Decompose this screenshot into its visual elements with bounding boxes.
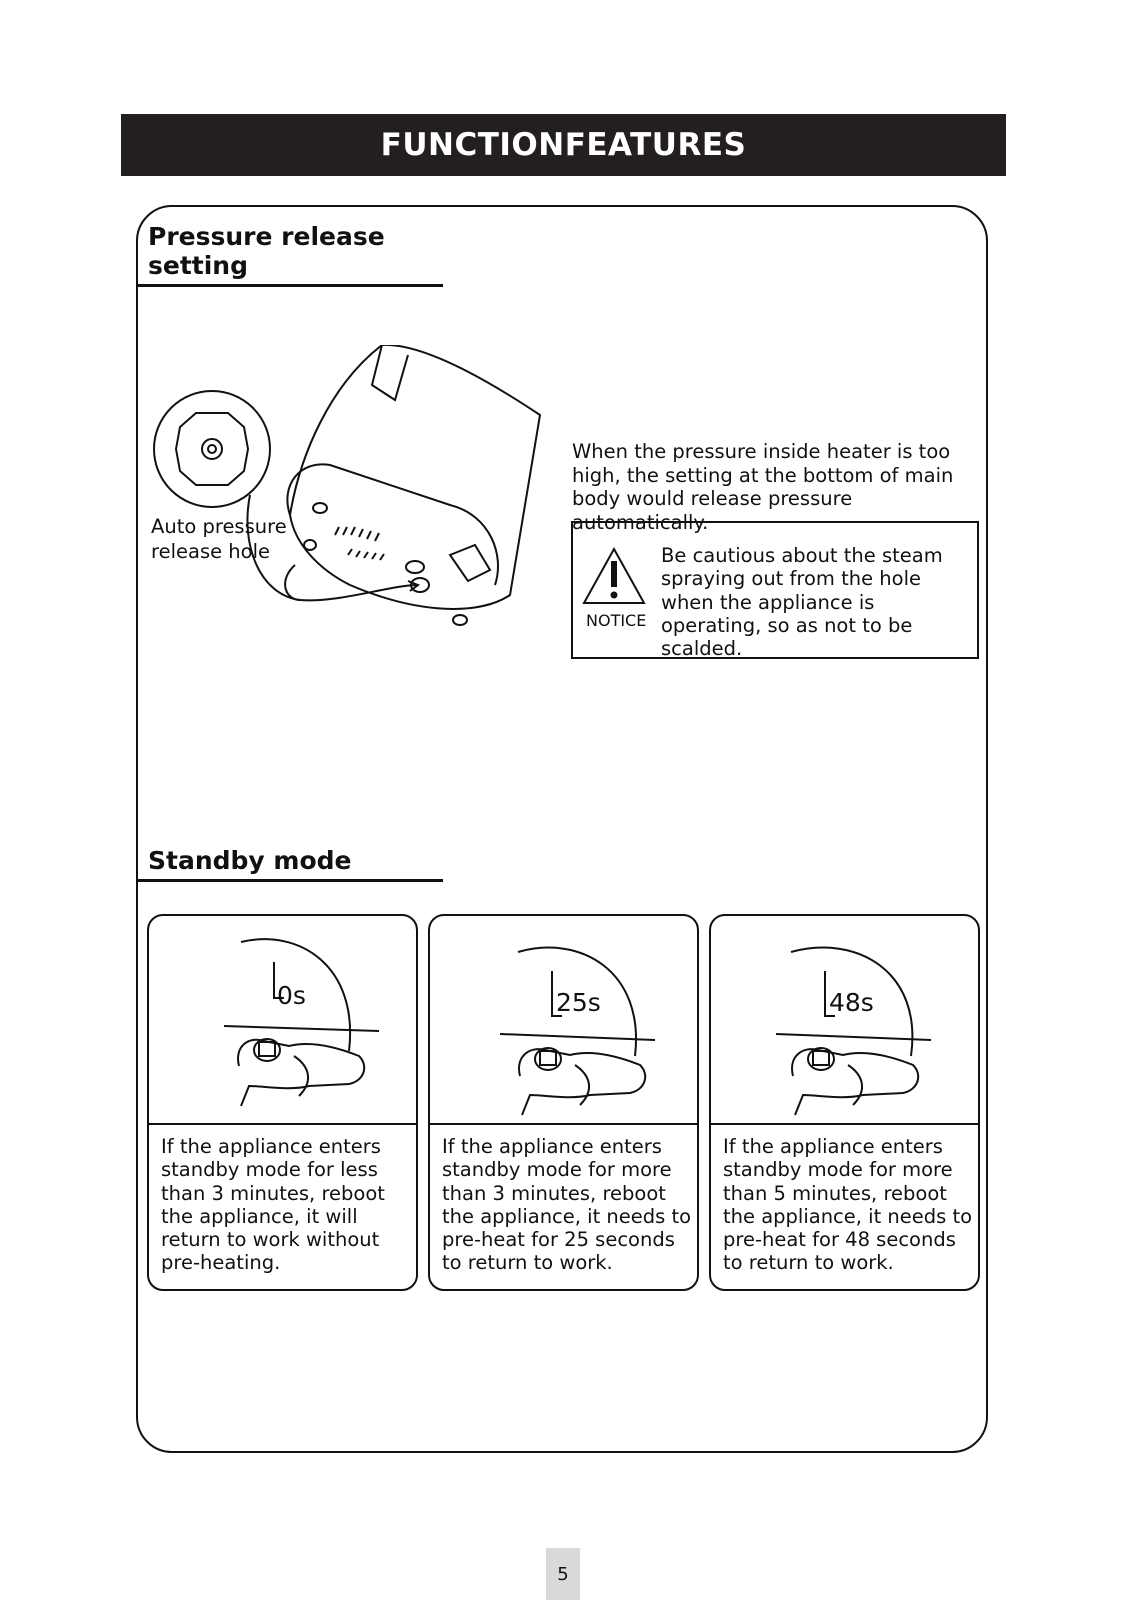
stopwatch-icon [711,916,978,1123]
timer-readout: 0s [277,981,306,1010]
standby-card [709,914,980,1291]
standby-section-title: Standby mode [137,846,443,882]
card-illustration [149,916,416,1125]
page-title: FUNCTIONFEATURES [380,127,747,163]
timer-readout: 25s [556,988,601,1017]
notice-text: Be cautious about the steam spraying out from the hole when the appliance is operating, so as not to be scalded. [661,544,943,661]
heater-bottom-illustration [150,345,560,635]
standby-card [428,914,699,1291]
stopwatch-icon [149,916,416,1123]
notice-box [571,521,979,659]
stopwatch-icon [430,916,697,1123]
timer-readout: 48s [829,988,874,1017]
page-number [546,1548,580,1600]
card-illustration [430,916,697,1125]
pressure-description: When the pressure inside heater is too high, the setting at the bottom of main body would release pressure automatically. [572,440,954,534]
pressure-hole-icon [154,391,270,507]
pressure-section-title: Pressure release setting [137,222,443,287]
card-text: If the appliance enters standby mode for less than 3 minutes, reboot the appliance, it will return to work without pre-heating. [161,1135,385,1275]
notice-label: NOTICE [586,611,647,630]
standby-card [147,914,418,1291]
pressure-hole-label-line1: Auto pressure [151,515,287,538]
warning-triangle-icon [582,547,646,605]
pressure-hole-label-line2: release hole [151,540,271,563]
card-illustration [711,916,978,1125]
card-text: If the appliance enters standby mode for more than 5 minutes, reboot the appliance, it needs to pre-heat for 48 seconds to return to work. [723,1135,973,1275]
card-text: If the appliance enters standby mode for more than 3 minutes, reboot the appliance, it needs to pre-heat for 25 seconds to return to work. [442,1135,692,1275]
page-number-text: 5 [557,1563,569,1585]
page-header [121,114,1006,176]
